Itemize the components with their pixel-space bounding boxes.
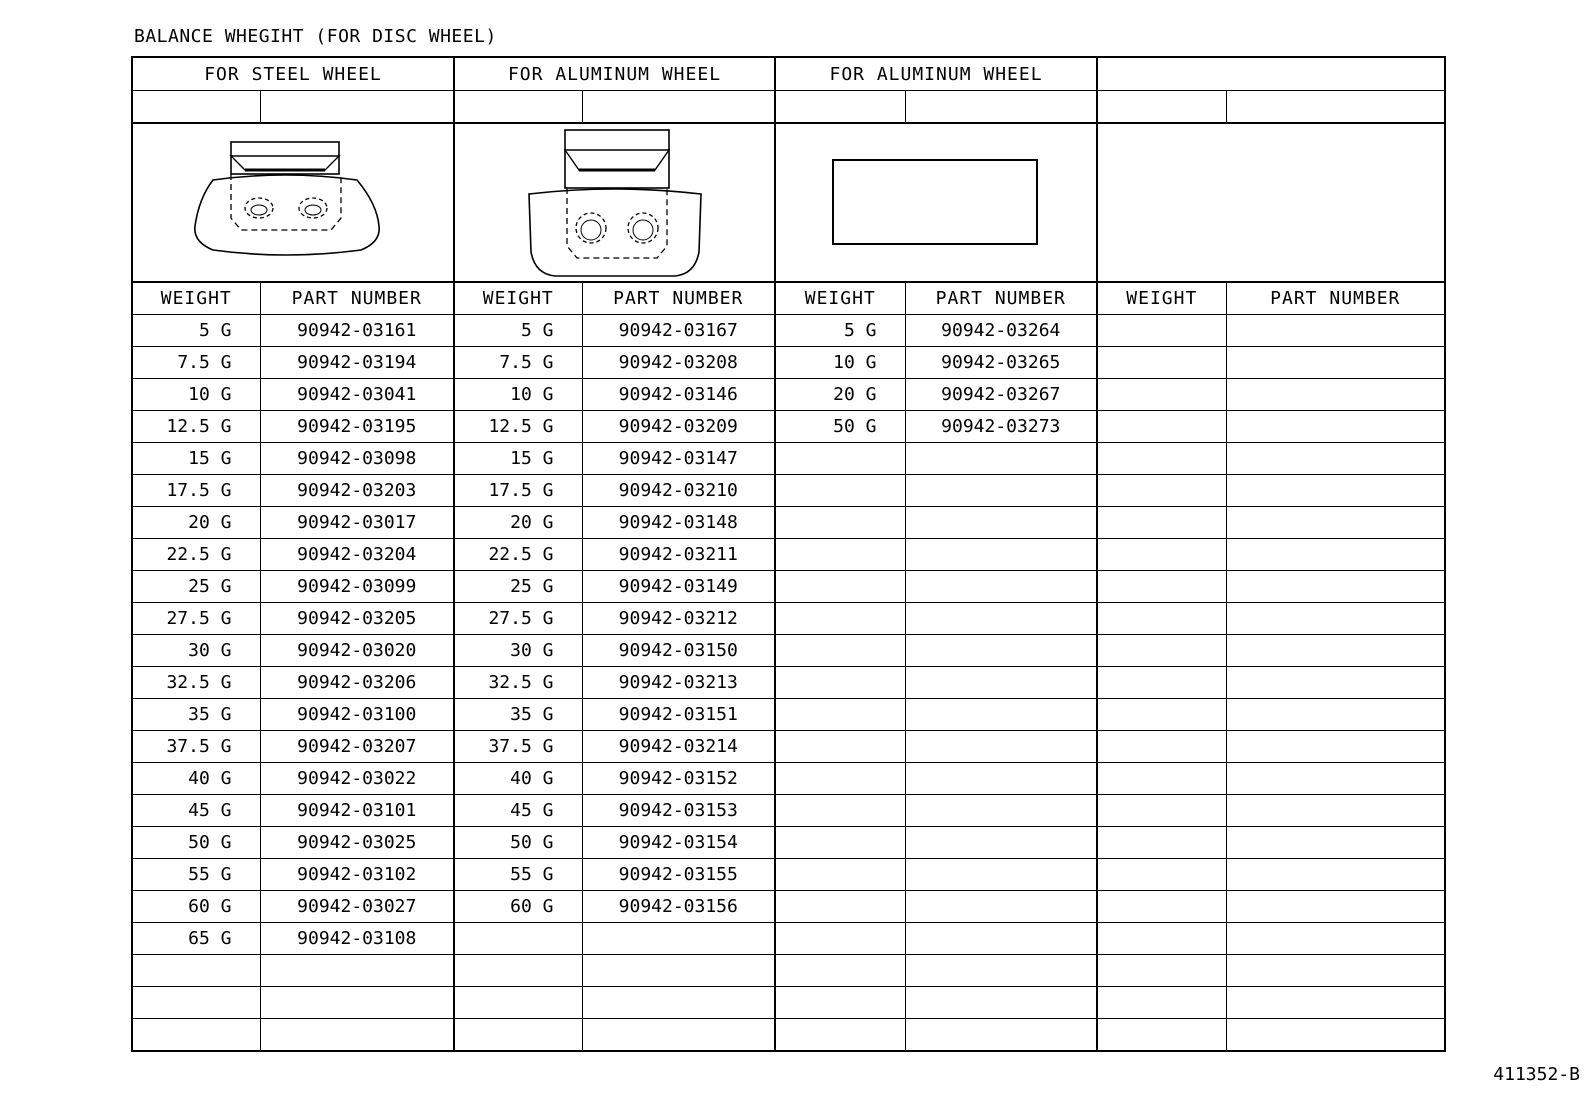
weight-cell xyxy=(1097,731,1226,763)
part-number-cell: 90942-03155 xyxy=(582,859,775,891)
table-row xyxy=(132,667,1445,699)
part-number-cell xyxy=(905,507,1097,539)
weight-cell xyxy=(1097,923,1226,955)
weight-cell: 20 G xyxy=(775,379,905,411)
weight-cell xyxy=(775,443,905,475)
part-number-cell xyxy=(260,987,454,1019)
weight-cell: 15 G xyxy=(454,443,582,475)
part-number-cell: 90942-03167 xyxy=(582,315,775,347)
adhesive-weight-illustration xyxy=(775,123,1097,282)
part-number-cell xyxy=(905,987,1097,1019)
part-number-cell xyxy=(582,955,775,987)
weight-cell: 35 G xyxy=(454,699,582,731)
part-number-cell xyxy=(905,891,1097,923)
weight-cell xyxy=(1097,411,1226,443)
weight-cell xyxy=(775,859,905,891)
weight-cell xyxy=(775,571,905,603)
group-heading-empty xyxy=(1097,57,1445,91)
table-row xyxy=(132,859,1445,891)
part-number-cell: 90942-03267 xyxy=(905,379,1097,411)
part-number-cell: 90942-03022 xyxy=(260,763,454,795)
table-row xyxy=(132,443,1445,475)
weight-cell: 12.5 G xyxy=(454,411,582,443)
part-number-cell xyxy=(905,539,1097,571)
part-number-cell: 90942-03146 xyxy=(582,379,775,411)
weight-cell: 50 G xyxy=(132,827,260,859)
weight-cell: 7.5 G xyxy=(454,347,582,379)
table-row xyxy=(132,987,1445,1019)
part-number-cell xyxy=(1226,699,1445,731)
weight-cell xyxy=(775,475,905,507)
part-number-cell: 90942-03102 xyxy=(260,859,454,891)
weight-cell xyxy=(1097,891,1226,923)
part-number-cell xyxy=(260,1019,454,1052)
group-heading-aluminum-2: FOR ALUMINUM WHEEL xyxy=(775,57,1097,91)
weight-cell xyxy=(775,987,905,1019)
weight-cell xyxy=(1097,827,1226,859)
adhesive-weight-icon xyxy=(831,158,1041,248)
part-number-cell xyxy=(1226,507,1445,539)
part-number-cell xyxy=(905,1019,1097,1052)
part-number-cell: 90942-03100 xyxy=(260,699,454,731)
part-number-cell xyxy=(1226,379,1445,411)
part-number-cell: 90942-03210 xyxy=(582,475,775,507)
empty-illustration xyxy=(1097,123,1445,282)
weight-cell: 20 G xyxy=(132,507,260,539)
table-row xyxy=(132,891,1445,923)
weight-cell: 60 G xyxy=(132,891,260,923)
weight-cell xyxy=(775,539,905,571)
part-number-cell xyxy=(905,859,1097,891)
weight-cell: 15 G xyxy=(132,443,260,475)
part-number-cell: 90942-03098 xyxy=(260,443,454,475)
steel-clip-weight-icon xyxy=(193,138,393,268)
part-number-cell: 90942-03152 xyxy=(582,763,775,795)
weight-cell: 35 G xyxy=(132,699,260,731)
column-header-part-number: PART NUMBER xyxy=(582,282,775,315)
weight-cell xyxy=(775,731,905,763)
weight-cell xyxy=(775,923,905,955)
part-number-cell xyxy=(1226,795,1445,827)
weight-cell: 45 G xyxy=(132,795,260,827)
weight-cell xyxy=(1097,443,1226,475)
weight-cell: 45 G xyxy=(454,795,582,827)
part-number-cell xyxy=(1226,571,1445,603)
part-number-cell: 90942-03108 xyxy=(260,923,454,955)
part-number-cell xyxy=(905,571,1097,603)
weight-cell xyxy=(775,827,905,859)
part-number-cell xyxy=(1226,347,1445,379)
table-row xyxy=(132,1019,1445,1052)
part-number-cell xyxy=(582,987,775,1019)
part-number-cell xyxy=(905,635,1097,667)
part-number-cell xyxy=(1226,923,1445,955)
weight-cell: 17.5 G xyxy=(132,475,260,507)
part-number-cell xyxy=(1226,603,1445,635)
weight-cell: 10 G xyxy=(775,347,905,379)
weight-cell: 37.5 G xyxy=(132,731,260,763)
part-number-cell: 90942-03213 xyxy=(582,667,775,699)
part-number-cell xyxy=(905,923,1097,955)
aluminum-clip-weight-icon xyxy=(515,128,715,278)
part-number-cell xyxy=(905,827,1097,859)
weight-cell xyxy=(132,1019,260,1052)
weight-cell xyxy=(1097,987,1226,1019)
part-number-cell: 90942-03017 xyxy=(260,507,454,539)
column-header-part-number: PART NUMBER xyxy=(260,282,454,315)
table-row xyxy=(132,539,1445,571)
table-row xyxy=(132,923,1445,955)
part-number-cell: 90942-03154 xyxy=(582,827,775,859)
part-number-cell xyxy=(1226,315,1445,347)
column-header-row xyxy=(132,282,1445,315)
part-number-cell xyxy=(1226,667,1445,699)
weight-cell xyxy=(775,603,905,635)
part-number-cell: 90942-03148 xyxy=(582,507,775,539)
part-number-cell: 90942-03206 xyxy=(260,667,454,699)
part-number-cell xyxy=(905,443,1097,475)
weight-cell xyxy=(1097,539,1226,571)
part-number-cell: 90942-03214 xyxy=(582,731,775,763)
part-number-cell xyxy=(1226,539,1445,571)
table-row xyxy=(132,507,1445,539)
part-number-cell: 90942-03041 xyxy=(260,379,454,411)
weight-cell xyxy=(454,987,582,1019)
table-row xyxy=(132,795,1445,827)
part-number-cell: 90942-03149 xyxy=(582,571,775,603)
part-number-cell xyxy=(1226,891,1445,923)
part-number-cell: 90942-03151 xyxy=(582,699,775,731)
part-number-cell xyxy=(1226,635,1445,667)
part-number-cell xyxy=(1226,763,1445,795)
weight-cell: 60 G xyxy=(454,891,582,923)
column-header-weight: WEIGHT xyxy=(454,282,582,315)
table-row xyxy=(132,347,1445,379)
balance-weight-table xyxy=(131,56,1446,1052)
part-number-cell xyxy=(905,475,1097,507)
weight-cell: 10 G xyxy=(132,379,260,411)
table-row xyxy=(132,699,1445,731)
part-number-cell: 90942-03209 xyxy=(582,411,775,443)
part-number-cell: 90942-03150 xyxy=(582,635,775,667)
part-number-cell: 90942-03273 xyxy=(905,411,1097,443)
weight-cell: 22.5 G xyxy=(132,539,260,571)
table-row xyxy=(132,315,1445,347)
weight-cell xyxy=(1097,347,1226,379)
weight-cell: 32.5 G xyxy=(132,667,260,699)
weight-cell xyxy=(1097,699,1226,731)
aluminum-weight-illustration xyxy=(454,123,775,282)
part-number-cell: 90942-03204 xyxy=(260,539,454,571)
part-number-cell xyxy=(905,603,1097,635)
table-row xyxy=(132,955,1445,987)
weight-cell xyxy=(1097,667,1226,699)
column-header-weight: WEIGHT xyxy=(1097,282,1226,315)
weight-cell: 50 G xyxy=(454,827,582,859)
figure-code: 411352-B xyxy=(1493,1064,1580,1085)
part-number-cell: 90942-03020 xyxy=(260,635,454,667)
part-number-cell xyxy=(1226,987,1445,1019)
weight-cell: 30 G xyxy=(454,635,582,667)
weight-cell: 22.5 G xyxy=(454,539,582,571)
weight-cell: 10 G xyxy=(454,379,582,411)
weight-cell xyxy=(1097,859,1226,891)
weight-cell xyxy=(775,891,905,923)
part-number-cell: 90942-03025 xyxy=(260,827,454,859)
weight-cell: 55 G xyxy=(454,859,582,891)
weight-cell xyxy=(775,635,905,667)
weight-cell: 25 G xyxy=(132,571,260,603)
blank-subheading-row xyxy=(132,91,1445,124)
part-number-cell xyxy=(1226,443,1445,475)
weight-cell: 5 G xyxy=(775,315,905,347)
weight-cell xyxy=(454,923,582,955)
weight-cell xyxy=(775,667,905,699)
part-number-cell: 90942-03161 xyxy=(260,315,454,347)
table-row xyxy=(132,571,1445,603)
part-number-cell: 90942-03265 xyxy=(905,347,1097,379)
weight-cell: 55 G xyxy=(132,859,260,891)
weight-cell xyxy=(775,795,905,827)
weight-cell xyxy=(775,955,905,987)
weight-cell: 7.5 G xyxy=(132,347,260,379)
part-number-cell: 90942-03099 xyxy=(260,571,454,603)
part-number-cell: 90942-03208 xyxy=(582,347,775,379)
weight-cell xyxy=(1097,955,1226,987)
part-number-cell xyxy=(1226,859,1445,891)
weight-cell: 25 G xyxy=(454,571,582,603)
table-row xyxy=(132,411,1445,443)
weight-cell xyxy=(1097,475,1226,507)
weight-cell xyxy=(454,1019,582,1052)
group-heading-aluminum-1: FOR ALUMINUM WHEEL xyxy=(454,57,775,91)
column-header-part-number: PART NUMBER xyxy=(1226,282,1445,315)
table-row xyxy=(132,379,1445,411)
part-number-cell xyxy=(905,955,1097,987)
weight-cell xyxy=(1097,795,1226,827)
weight-cell xyxy=(132,987,260,1019)
part-number-cell xyxy=(260,955,454,987)
table-row xyxy=(132,635,1445,667)
weight-cell xyxy=(775,699,905,731)
weight-cell: 5 G xyxy=(132,315,260,347)
steel-weight-illustration xyxy=(132,123,454,282)
part-number-cell xyxy=(1226,1019,1445,1052)
part-number-cell xyxy=(1226,955,1445,987)
weight-cell: 27.5 G xyxy=(454,603,582,635)
group-heading-row xyxy=(132,57,1445,91)
weight-cell: 32.5 G xyxy=(454,667,582,699)
weight-cell xyxy=(1097,315,1226,347)
part-number-cell xyxy=(905,731,1097,763)
weight-cell xyxy=(1097,635,1226,667)
table-row xyxy=(132,827,1445,859)
table-row xyxy=(132,475,1445,507)
weight-cell: 20 G xyxy=(454,507,582,539)
weight-cell xyxy=(1097,507,1226,539)
illustration-row xyxy=(132,123,1445,282)
part-number-cell xyxy=(1226,411,1445,443)
part-number-cell: 90942-03207 xyxy=(260,731,454,763)
weight-cell: 30 G xyxy=(132,635,260,667)
part-number-cell xyxy=(905,795,1097,827)
part-number-cell: 90942-03027 xyxy=(260,891,454,923)
part-number-cell: 90942-03264 xyxy=(905,315,1097,347)
part-number-cell: 90942-03101 xyxy=(260,795,454,827)
weight-cell xyxy=(454,955,582,987)
group-heading-steel: FOR STEEL WHEEL xyxy=(132,57,454,91)
part-number-cell xyxy=(905,667,1097,699)
weight-cell xyxy=(1097,603,1226,635)
weight-cell xyxy=(1097,379,1226,411)
document-title: BALANCE WHEGIHT (FOR DISC WHEEL) xyxy=(134,26,497,47)
weight-cell xyxy=(775,763,905,795)
part-number-cell: 90942-03147 xyxy=(582,443,775,475)
part-number-cell: 90942-03194 xyxy=(260,347,454,379)
part-number-cell: 90942-03212 xyxy=(582,603,775,635)
column-header-part-number: PART NUMBER xyxy=(905,282,1097,315)
part-number-cell xyxy=(582,923,775,955)
weight-cell xyxy=(775,507,905,539)
weight-cell: 40 G xyxy=(132,763,260,795)
weight-cell xyxy=(1097,571,1226,603)
weight-cell: 5 G xyxy=(454,315,582,347)
weight-cell: 17.5 G xyxy=(454,475,582,507)
table-row xyxy=(132,763,1445,795)
part-number-cell: 90942-03156 xyxy=(582,891,775,923)
part-number-cell: 90942-03195 xyxy=(260,411,454,443)
weight-cell xyxy=(1097,763,1226,795)
part-number-cell: 90942-03203 xyxy=(260,475,454,507)
weight-cell: 27.5 G xyxy=(132,603,260,635)
part-number-cell xyxy=(582,1019,775,1052)
part-number-cell xyxy=(905,763,1097,795)
weight-cell: 65 G xyxy=(132,923,260,955)
table-row xyxy=(132,603,1445,635)
column-header-weight: WEIGHT xyxy=(775,282,905,315)
weight-cell: 40 G xyxy=(454,763,582,795)
part-number-cell xyxy=(1226,827,1445,859)
weight-cell: 37.5 G xyxy=(454,731,582,763)
part-number-cell: 90942-03153 xyxy=(582,795,775,827)
part-number-cell: 90942-03205 xyxy=(260,603,454,635)
table-row xyxy=(132,731,1445,763)
part-number-cell xyxy=(1226,475,1445,507)
part-number-cell xyxy=(1226,731,1445,763)
weight-cell xyxy=(1097,1019,1226,1052)
weight-cell xyxy=(132,955,260,987)
weight-cell: 50 G xyxy=(775,411,905,443)
part-number-cell: 90942-03211 xyxy=(582,539,775,571)
weight-cell xyxy=(775,1019,905,1052)
column-header-weight: WEIGHT xyxy=(132,282,260,315)
table-body xyxy=(132,315,1445,1052)
weight-cell: 12.5 G xyxy=(132,411,260,443)
part-number-cell xyxy=(905,699,1097,731)
